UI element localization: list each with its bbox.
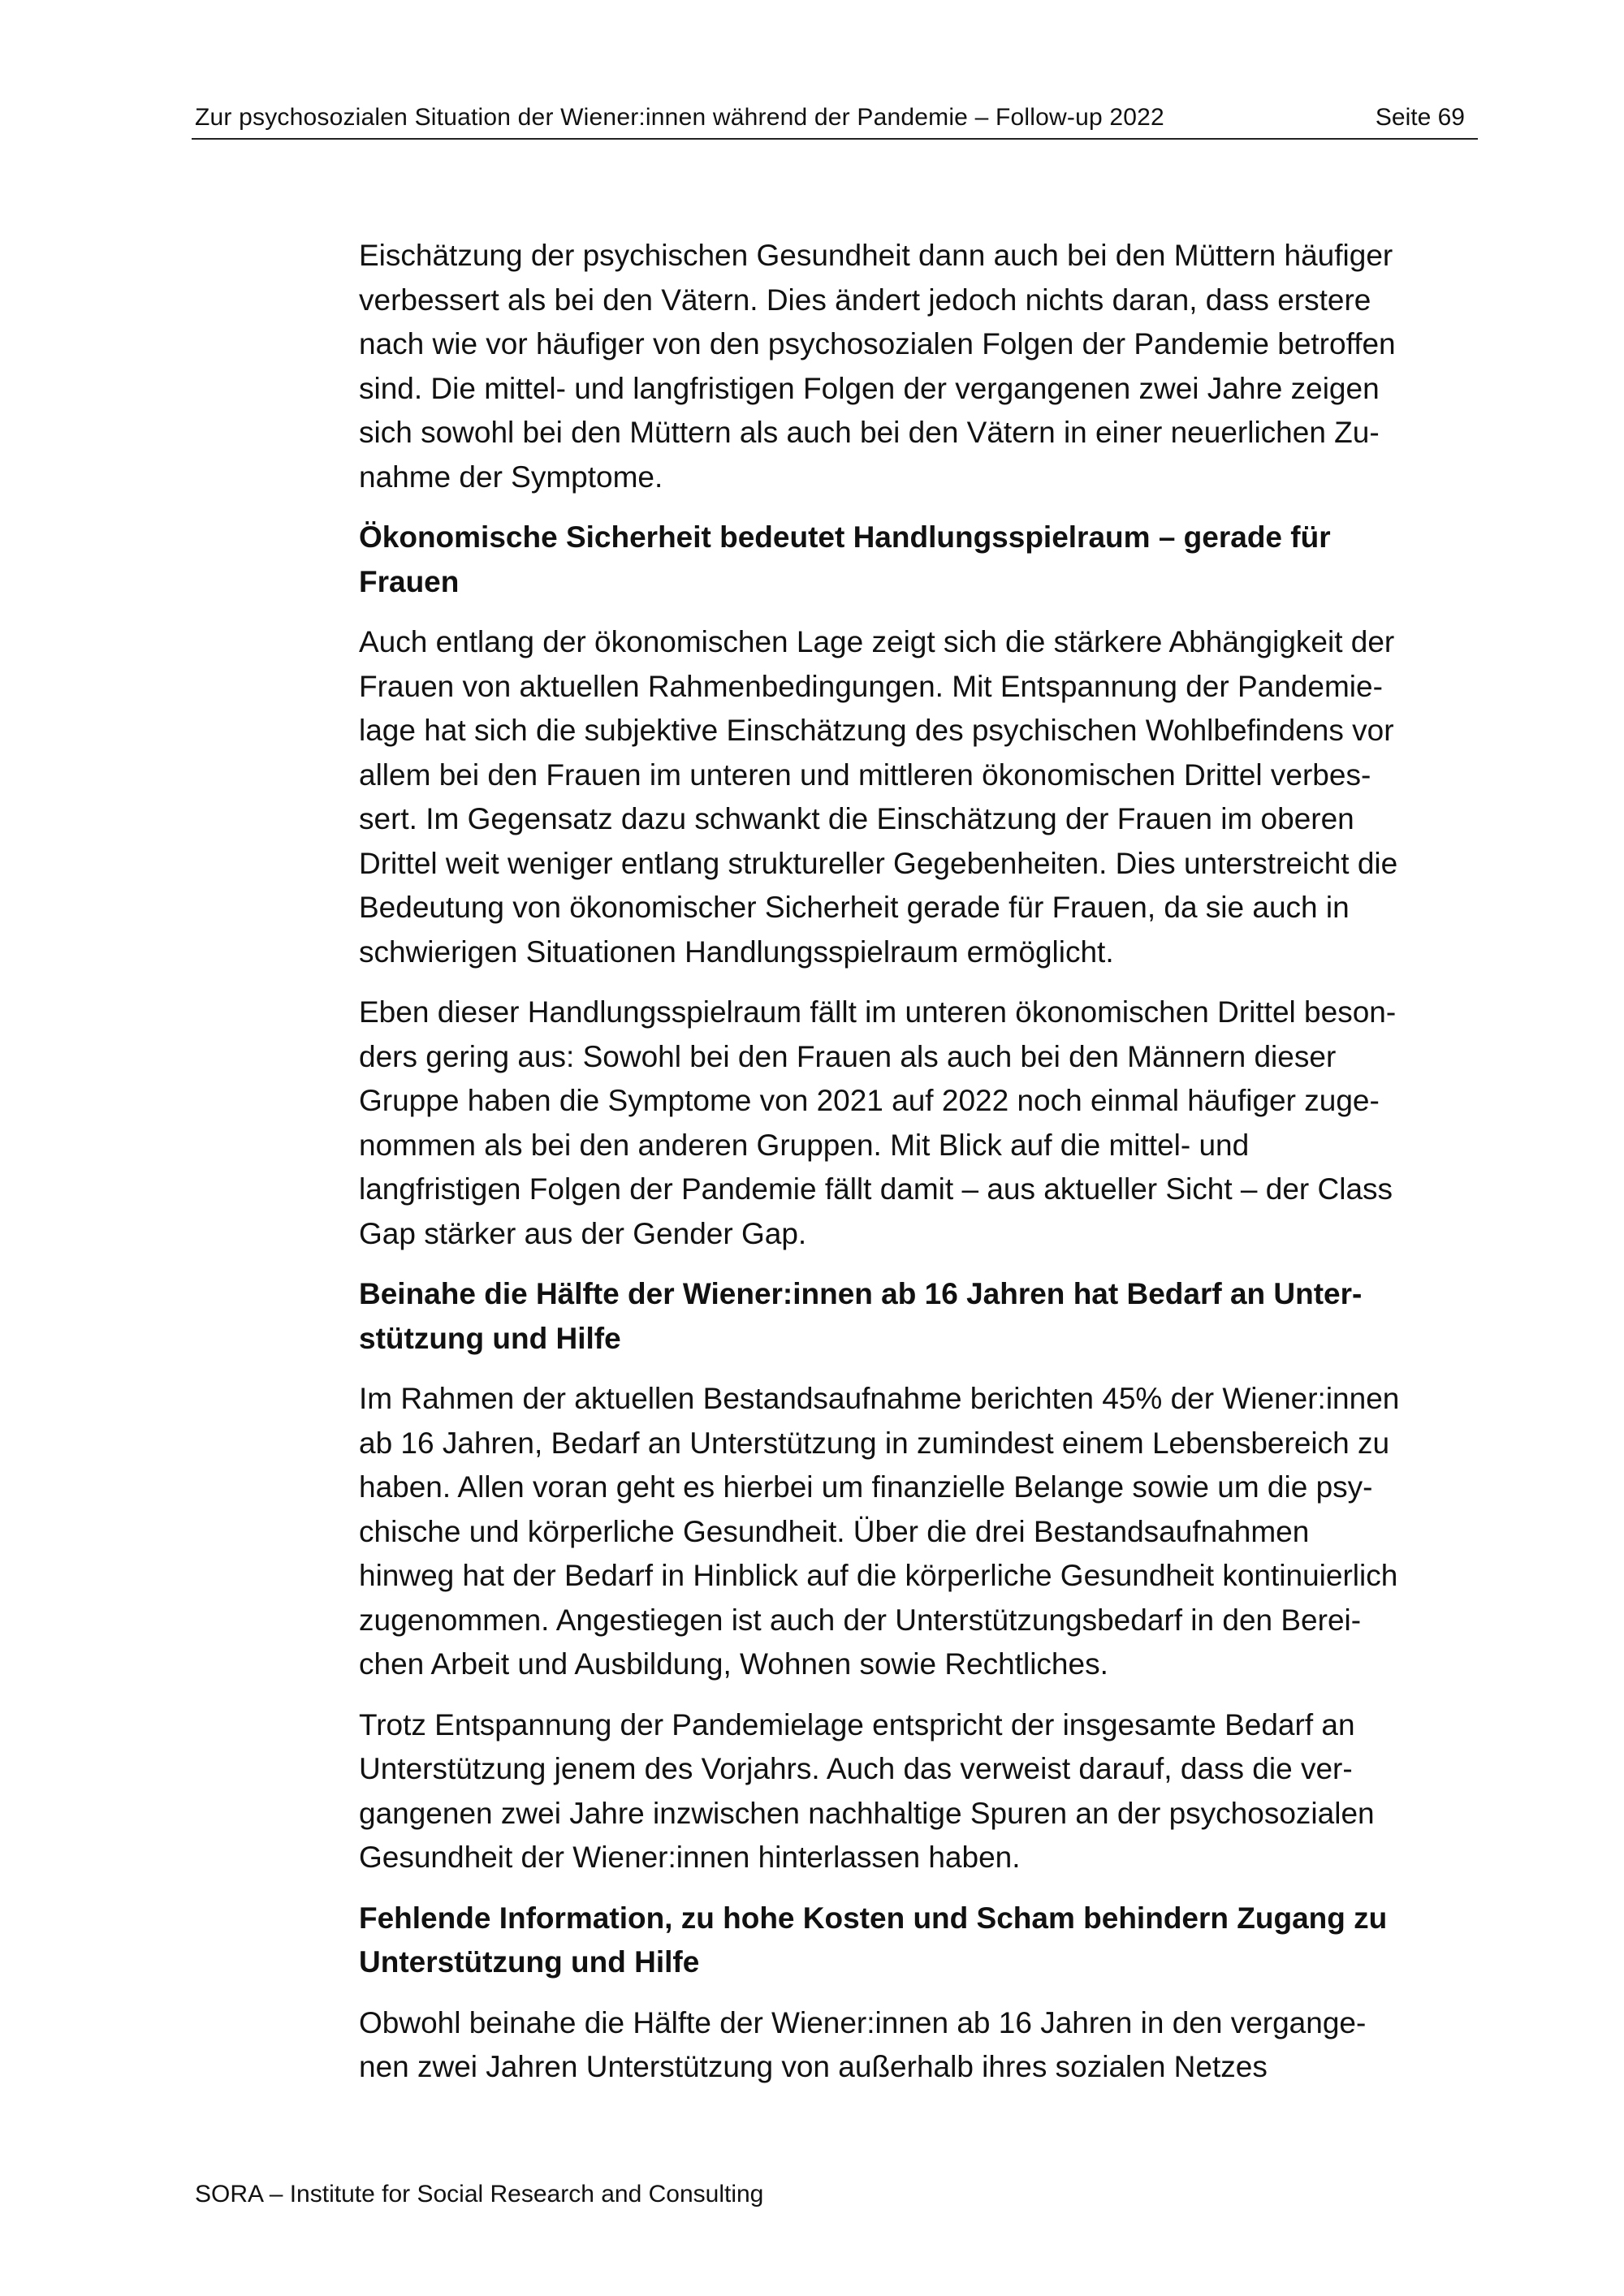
- paragraph: [359, 990, 1479, 1256]
- text-line: zugenommen. Angestiegen ist auch der Unterstützungsbedarf in den Berei-: [359, 1603, 1362, 1637]
- text-line: Obwohl beinahe die Hälfte der Wiener:innen ab 16 Jahren in den vergange-: [359, 2005, 1367, 2039]
- text-line: Trotz Entspannung der Pandemielage entspricht der insgesamte Bedarf an: [359, 1707, 1355, 1741]
- main-content: [359, 234, 1479, 2106]
- text-line: sind. Die mittel- und langfristigen Folgen der vergangenen zwei Jahre zeigen: [359, 371, 1380, 405]
- text-line: lage hat sich die subjektive Einschätzung des psychischen Wohlbefindens vor: [359, 714, 1394, 747]
- section-heading: [359, 1897, 1479, 1985]
- text-line: sert. Im Gegensatz dazu schwankt die Einschätzung der Frauen im oberen: [359, 802, 1354, 835]
- text-line: nen zwei Jahren Unterstützung von außerhalb ihres sozialen Netzes: [359, 2050, 1268, 2083]
- paragraph: [359, 1703, 1479, 1880]
- text-line: nommen als bei den anderen Gruppen. Mit Blick auf die mittel- und: [359, 1128, 1250, 1162]
- text-line: ders gering aus: Sowohl bei den Frauen als auch bei den Männern dieser: [359, 1039, 1337, 1073]
- text-line: ab 16 Jahren, Bedarf an Unterstützung in zumindest einem Lebensbereich zu: [359, 1426, 1390, 1460]
- text-line: gangenen zwei Jahre inzwischen nachhaltige Spuren an der psychosozialen: [359, 1796, 1375, 1830]
- text-line: Frauen von aktuellen Rahmenbedingungen. Mit Entspannung der Pandemie-: [359, 669, 1383, 703]
- text-line: Gap stärker aus der Gender Gap.: [359, 1216, 807, 1250]
- heading-line: Fehlende Information, zu hohe Kosten und Scham behindern Zugang zu: [359, 1901, 1388, 1935]
- text-line: langfristigen Folgen der Pandemie fällt damit – aus aktueller Sicht – der Class: [359, 1172, 1393, 1206]
- text-line: Eben dieser Handlungsspielraum fällt im unteren ökonomischen Drittel beson-: [359, 995, 1397, 1029]
- paragraph: [359, 1377, 1479, 1687]
- text-line: nahme der Symptome.: [359, 460, 663, 494]
- page-header: [192, 101, 1478, 140]
- heading-line: stützung und Hilfe: [359, 1321, 621, 1355]
- paragraph: [359, 620, 1479, 974]
- text-line: Auch entlang der ökonomischen Lage zeigt sich die stärkere Abhängigkeit der: [359, 625, 1395, 658]
- section-heading: [359, 516, 1479, 604]
- text-line: hinweg hat der Bedarf in Hinblick auf die körperliche Gesundheit kontinuierlich: [359, 1559, 1398, 1592]
- heading-line: Unterstützung und Hilfe: [359, 1945, 700, 1979]
- text-line: Gruppe haben die Symptome von 2021 auf 2022 noch einmal häufiger zuge-: [359, 1084, 1380, 1117]
- text-line: Gesundheit der Wiener:innen hinterlassen haben.: [359, 1841, 1021, 1874]
- text-line: allem bei den Frauen im unteren und mittleren ökonomischen Drittel verbes-: [359, 757, 1371, 792]
- text-line: chen Arbeit und Ausbildung, Wohnen sowie Rechtliches.: [359, 1647, 1108, 1681]
- heading-line: Beinahe die Hälfte der Wiener:innen ab 16 Jahren hat Bedarf an Unter-: [359, 1277, 1363, 1310]
- text-line: sich sowohl bei den Müttern als auch bei den Vätern in einer neuerlichen Zu-: [359, 416, 1380, 449]
- text-line: haben. Allen voran geht es hierbei um finanzielle Belange sowie um die psy-: [359, 1470, 1373, 1504]
- text-line: Unterstützung jenem des Vorjahrs. Auch das verweist darauf, dass die ver-: [359, 1752, 1353, 1785]
- paragraph: [359, 234, 1479, 499]
- page-footer: SORA – Institute for Social Research and Consulting: [195, 2181, 764, 2208]
- text-line: Eischätzung der psychischen Gesundheit dann auch bei den Müttern häufiger: [359, 239, 1393, 272]
- text-line: Bedeutung von ökonomischer Sicherheit gerade für Frauen, da sie auch in: [359, 891, 1350, 924]
- heading-line: Ökonomische Sicherheit bedeutet Handlungsspielraum – gerade für: [359, 520, 1331, 554]
- page-number: Seite 69: [1375, 104, 1465, 131]
- text-line: chische und körperliche Gesundheit. Über die drei Bestandsaufnahmen: [359, 1514, 1310, 1548]
- text-line: nach wie vor häufiger von den psychosozialen Folgen der Pandemie betroffen: [359, 327, 1396, 360]
- text-line: verbessert als bei den Vätern. Dies ändert jedoch nichts daran, dass erstere: [359, 283, 1371, 317]
- section-heading: [359, 1272, 1479, 1361]
- text-line: Im Rahmen der aktuellen Bestandsaufnahme berichten 45% der Wiener:innen: [359, 1382, 1400, 1415]
- text-line: Drittel weit weniger entlang struktureller Gegebenheiten. Dies unterstreicht die: [359, 846, 1398, 880]
- heading-line: Frauen: [359, 564, 460, 598]
- header-title: Zur psychosozialen Situation der Wiener:innen während der Pandemie – Follow-up 2022: [195, 104, 1164, 131]
- paragraph: [359, 2001, 1479, 2090]
- text-line: schwierigen Situationen Handlungsspielraum ermöglicht.: [359, 934, 1114, 969]
